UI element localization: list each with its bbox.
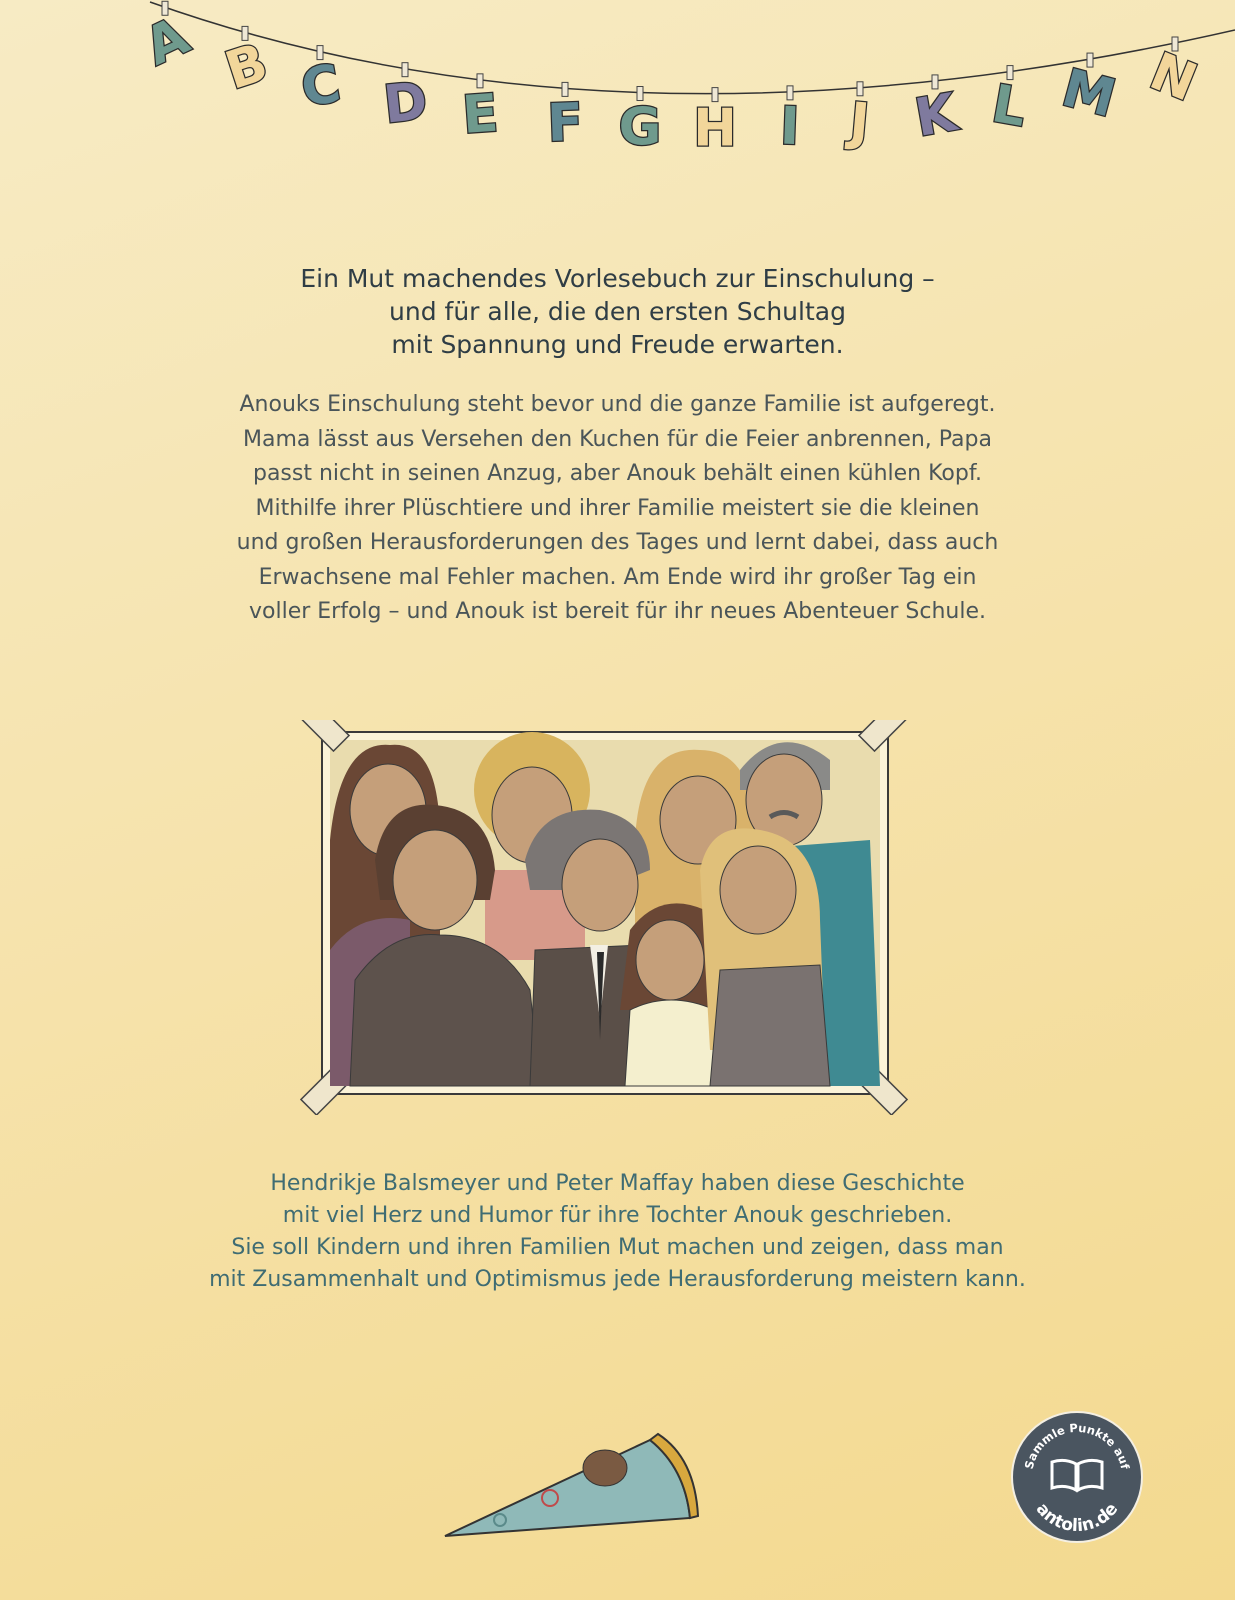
authors-paragraph <box>170 1168 1065 1296</box>
authors-line: Sie soll Kindern und ihren Familien Mut machen und zeigen, dass man <box>231 1235 1004 1260</box>
blurb-line: voller Erfolg – und Anouk ist bereit für ihr neues Abenteuer Schule. <box>249 599 986 624</box>
garland-letter-c: C <box>296 53 345 120</box>
garland-letter-b: B <box>218 32 275 102</box>
headline-line-1: Ein Mut machendes Vorlesebuch zur Einschulung – <box>300 264 935 293</box>
antolin-badge <box>1010 1410 1144 1544</box>
headline <box>160 262 1075 361</box>
family-photo <box>300 720 910 1115</box>
badge-bottom-text: antolin.de <box>1031 1499 1123 1537</box>
blurb-line: Anouks Einschulung steht bevor und die ganze Familie ist aufgeregt. <box>239 392 996 417</box>
headline-line-3: mit Spannung und Freude erwarten. <box>391 330 844 359</box>
garland-letter-k: K <box>910 82 961 149</box>
headline-line-2: und für alle, die den ersten Schultag <box>389 297 846 326</box>
garland-letters <box>136 1 1204 158</box>
school-cone-svg <box>440 1428 710 1548</box>
antolin-badge-svg <box>1010 1410 1144 1544</box>
blurb-line: und großen Herausforderungen des Tages und lernt dabei, dass auch <box>236 530 999 555</box>
blurb-line: Mama lässt aus Versehen den Kuchen für die Feier anbrennen, Papa <box>243 426 992 452</box>
garland-letter-a: A <box>136 6 199 78</box>
alphabet-garland <box>0 0 1235 210</box>
family-photo-illustration <box>300 720 910 1115</box>
garland-letter-f: F <box>546 92 584 154</box>
authors-line: Hendrikje Balsmeyer und Peter Maffay haben diese Geschichte <box>270 1171 965 1196</box>
blurb-line: passt nicht in seinen Anzug, aber Anouk behält einen kühlen Kopf. <box>252 461 982 486</box>
blurb <box>180 388 1055 630</box>
authors-line: mit Zusammenhalt und Optimismus jede Herausforderung meistern kann. <box>209 1267 1026 1292</box>
blurb-line: Erwachsene mal Fehler machen. Am Ende wird ihr großer Tag ein <box>258 564 977 590</box>
garland-svg <box>0 0 1235 210</box>
garland-letter-e: E <box>460 83 501 147</box>
garland-letter-l: L <box>987 74 1031 139</box>
school-cone-icon <box>440 1428 710 1548</box>
garland-letter-h: H <box>693 98 737 159</box>
garland-letter-n: N <box>1141 41 1205 114</box>
garland-letter-g: G <box>618 97 662 158</box>
blurb-line: Mithilfe ihrer Plüschtiere und ihrer Familie meistert sie die kleinen <box>255 495 980 521</box>
garland-letter-i: I <box>779 96 801 158</box>
garland-letter-d: D <box>380 71 431 136</box>
badge-top-text: Sammle Punkte auf <box>1021 1420 1133 1471</box>
garland-letter-m: M <box>1055 58 1122 130</box>
garland-letter-j: J <box>847 92 872 154</box>
authors-line: mit viel Herz und Humor für ihre Tochter Anouk geschrieben. <box>282 1203 953 1228</box>
